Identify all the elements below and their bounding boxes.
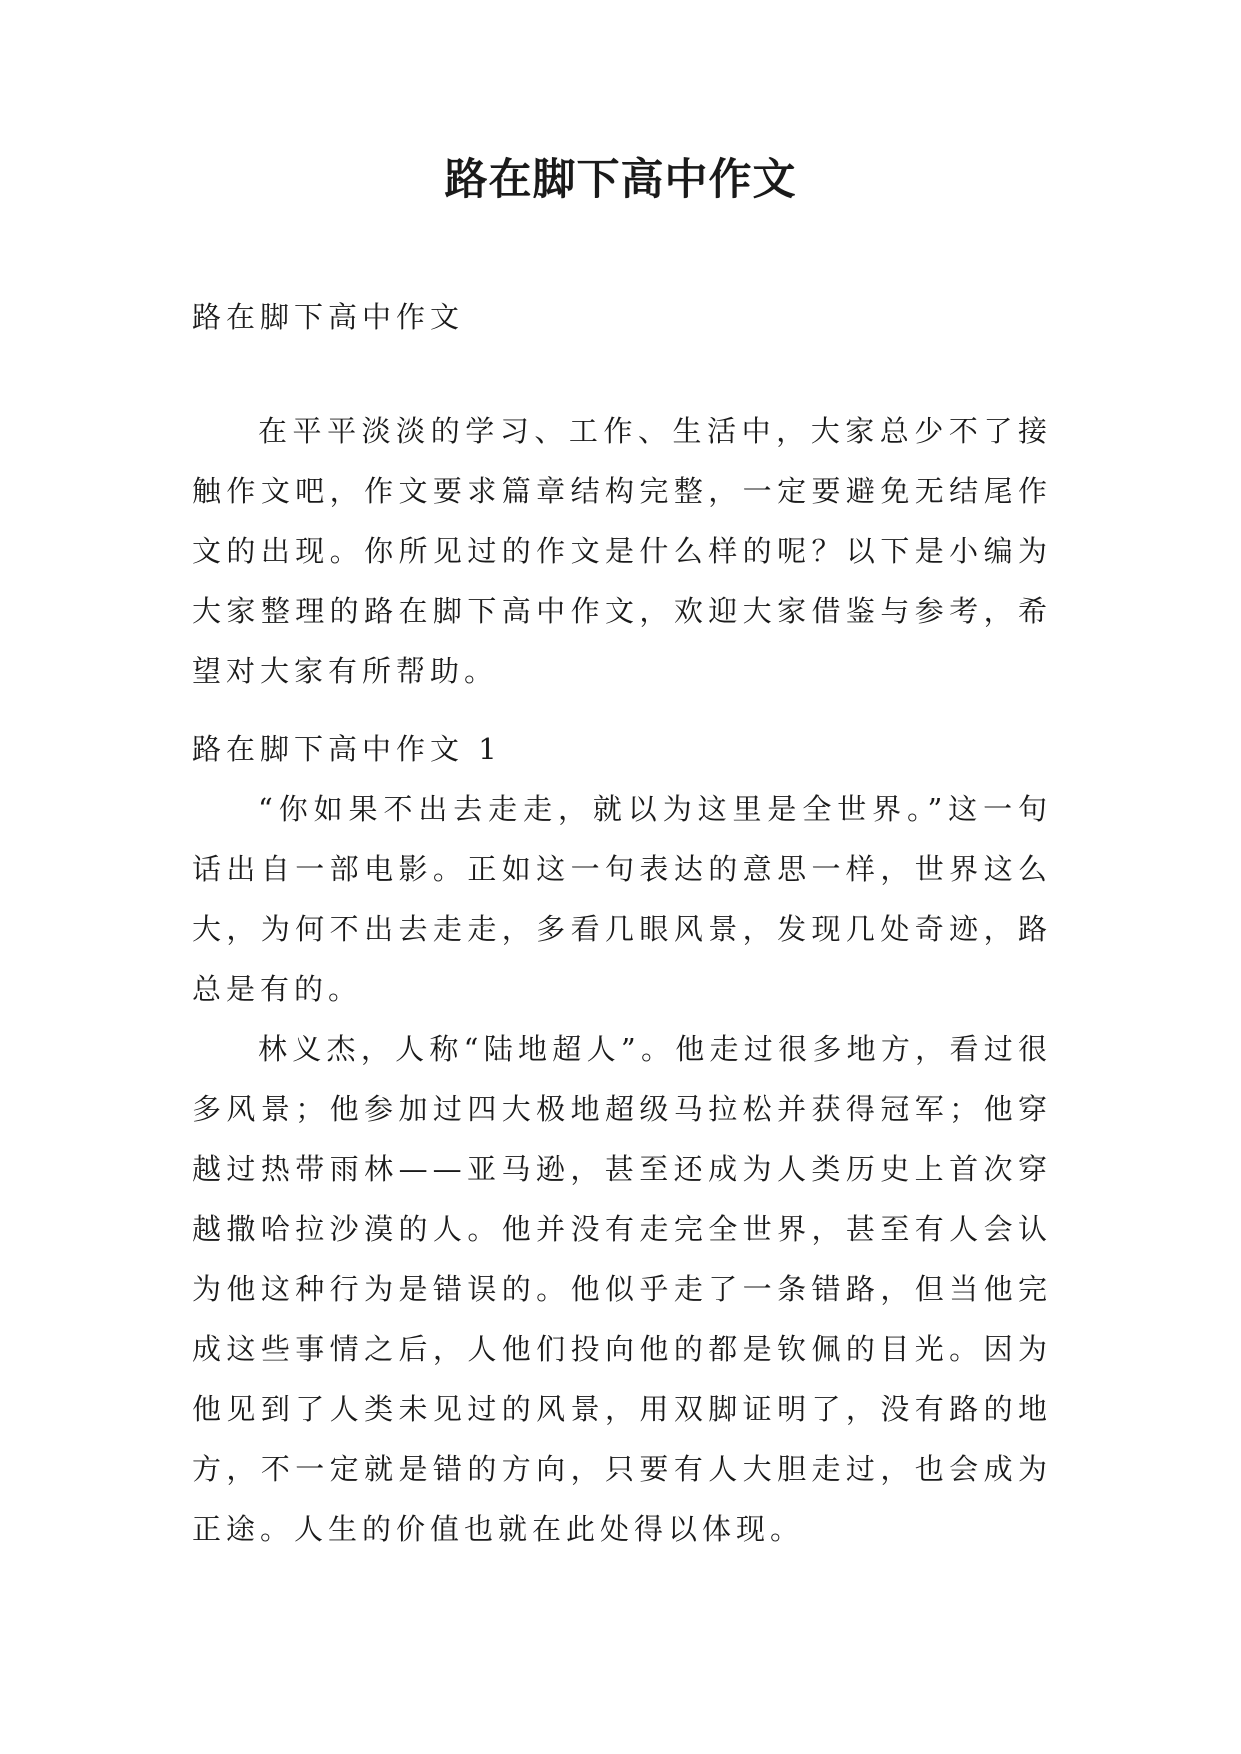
document-title: 路在脚下高中作文 — [444, 155, 797, 205]
body-paragraph: 林义杰，人称“陆地超人”。他走过很多地方，看过很多风景；他参加过四大极地超级马拉松并获得冠军；他穿越过热带雨林——亚马逊，甚至还成为人类历史上首次穿越撒哈拉沙漠的人。他并没有走完全世界，甚至有人会认为他这种行为是错误的。他似乎走了一条错路，但当他完成这些事情之后，人他们投向他的都是钦佩的目光。因为他见到了人类未见过的风景，用双脚证明了，没有路的地方，不一定就是错的方向，只要有人大胆走过，也会成为正途。人生的价值也就在此处得以体现。 — [192, 1032, 1052, 1546]
section-heading: 路在脚下高中作文 1 — [192, 732, 502, 766]
body-paragraph: “你如果不出去走走，就以为这里是全世界。”这一句话出自一部电影。正如这一句表达的意思一样，世界这么大，为何不出去走走，多看几眼风景，发现几处奇迹，路总是有的。 — [192, 792, 1052, 1006]
intro-paragraph: 在平平淡淡的学习、工作、生活中，大家总少不了接触作文吧，作文要求篇章结构完整，一定要避免无结尾作文的出现。你所见过的作文是什么样的呢？以下是小编为大家整理的路在脚下高中作文，欢迎大家借鉴与参考，希望对大家有所帮助。 — [192, 414, 1052, 688]
document-subtitle: 路在脚下高中作文 — [192, 300, 465, 334]
